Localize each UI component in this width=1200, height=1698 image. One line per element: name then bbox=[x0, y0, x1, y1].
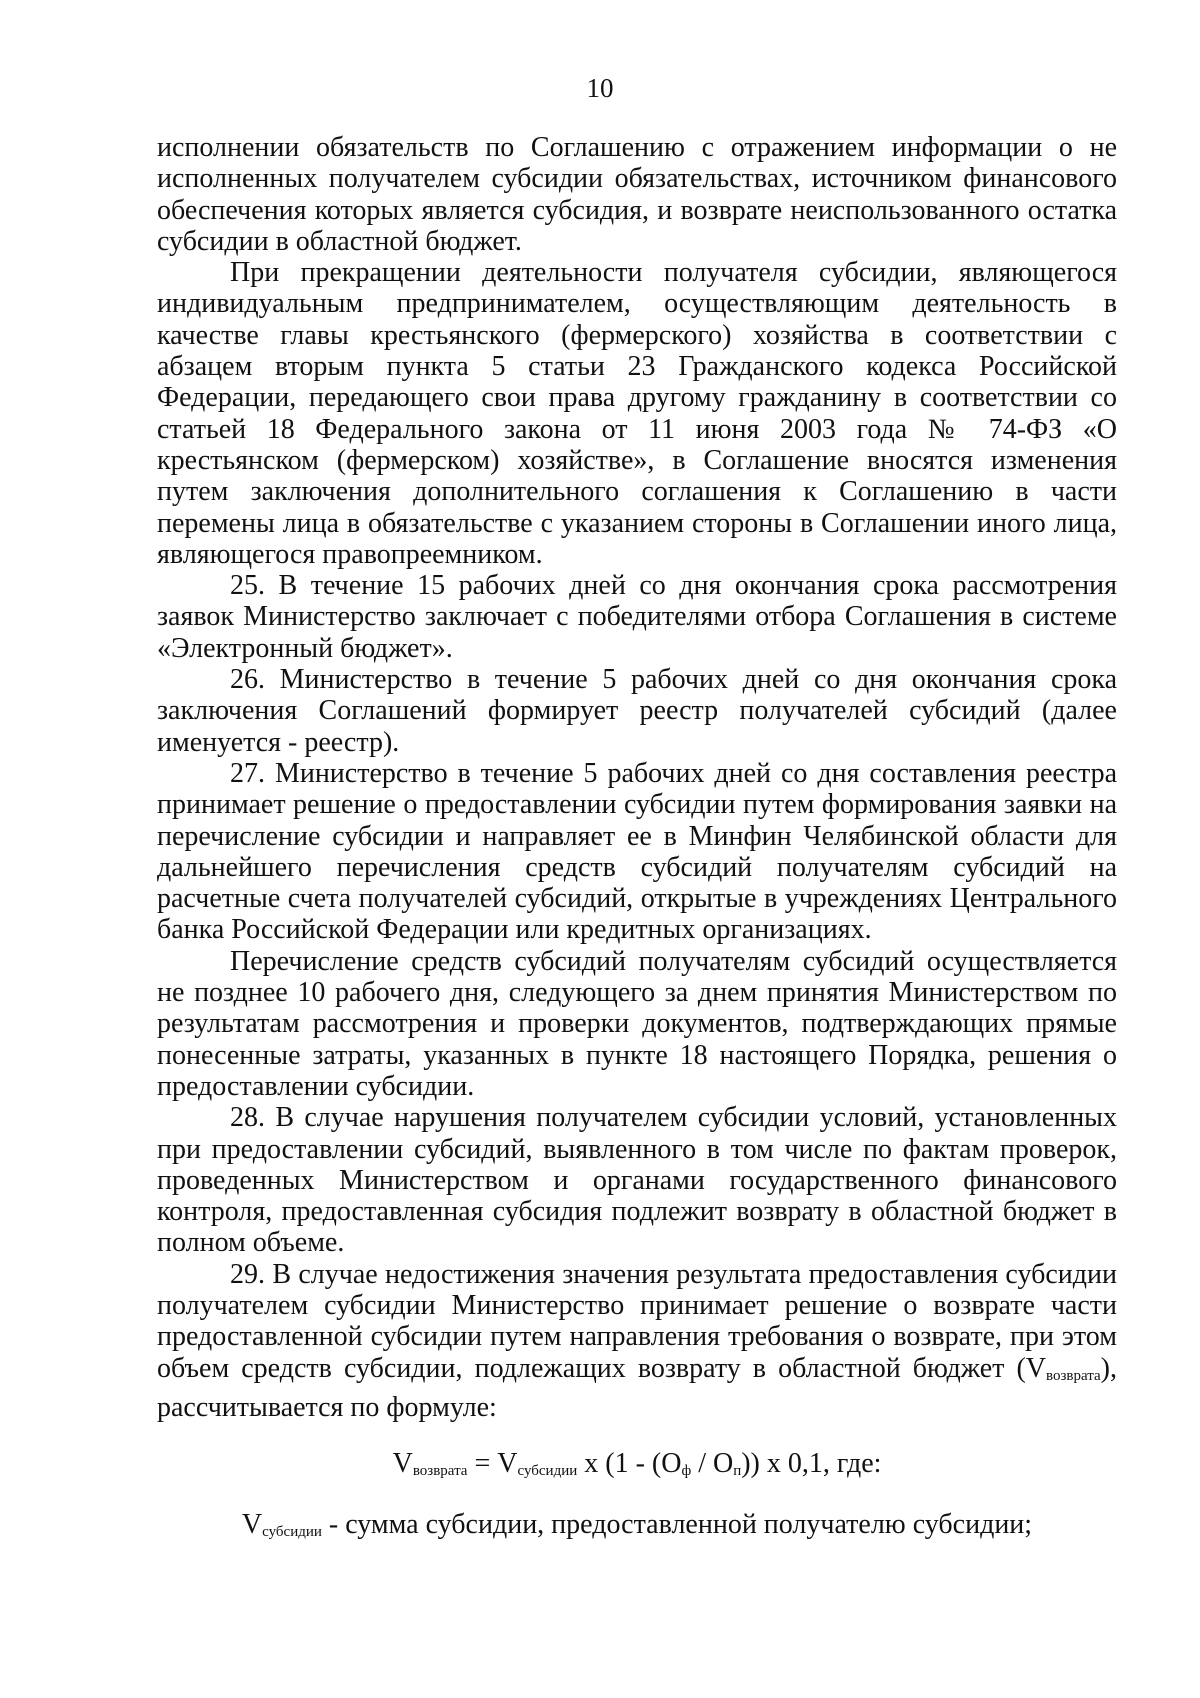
paragraph-27: 27. Министерство в течение 5 рабочих дней со дня составления реестра принимает решение о предоставлении субсидии путем формирования заявки на перечисление субсидии и направляет ее в Минфин Челябинской области для дальнейшего перечисления средств субсидий получателям субсидий на расчетные счета получателей субсидий, открытые в учреждениях Центрального банка Российской Федерации или кредитных организациях. bbox=[157, 757, 1117, 946]
formula-part-1: x (1 - (O bbox=[577, 1448, 682, 1480]
paragraph-29-subscript: возврата bbox=[1046, 1367, 1101, 1384]
paragraph-29 bbox=[157, 1259, 1117, 1423]
formula-part-3: )) x 0,1, где: bbox=[741, 1448, 882, 1480]
paragraph-29-tail: ), рассчитывается по формуле: bbox=[157, 1352, 1117, 1423]
definition-v: V bbox=[241, 1509, 263, 1541]
definition-v-subsidy bbox=[157, 1508, 1117, 1549]
formula-v-refund-subscript: возврата bbox=[412, 1463, 468, 1480]
formula-o-fact-subscript: ф bbox=[681, 1463, 692, 1480]
paragraph-26: 26. Министерство в течение 5 рабочих дней со дня окончания срока заключения Соглашений формирует реестр получателей субсидий (далее именуется - реестр). bbox=[157, 664, 1117, 758]
paragraph-25: 25. В течение 15 рабочих дней со дня окончания срока рассмотрения заявок Министерство заключает с победителями отбора Соглашения в системе «Электронный бюджет». bbox=[157, 570, 1117, 664]
document-body bbox=[157, 132, 1117, 1549]
formula-o-plan-subscript: п bbox=[733, 1463, 742, 1480]
page-number: 10 bbox=[586, 73, 614, 103]
definition-v-subscript: субсидии bbox=[262, 1524, 322, 1541]
definition-text: - сумма субсидии, предоставленной получателю субсидии; bbox=[321, 1509, 1033, 1541]
refund-formula bbox=[157, 1447, 1117, 1488]
paragraph-29-text: 29. В случае недостижения значения результата предоставления субсидии получателем субсидии Министерство принимает решение о возврате части предоставленной субсидии путем направления требования о возврате, при этом объем средств субсидии, подлежащих возврату в областной бюджет (V bbox=[157, 1258, 1117, 1384]
paragraph-28: 28. В случае нарушения получателем субсидии условий, установленных при предоставлении субсидий, выявленного в том числе по фактам проверок, проведенных Министерством и органами государственного финансового контроля, предоставленная субсидия подлежит возврату в областной бюджет в полном объеме. bbox=[157, 1102, 1117, 1259]
formula-equals-v-subsidy: = V bbox=[467, 1448, 518, 1480]
paragraph-farm-termination: При прекращении деятельности получателя субсидии, являющегося индивидуальным предпринимателем, осуществляющим деятельность в качестве главы крестьянского (фермерского) хозяйства в соответствии с абзацем вторым пункта 5 статьи 23 Гражданского кодекса Российской Федерации, передающего свои права другому гражданину в соответствии со статьей 18 Федерального закона от 11 июня 2003 года № 74-ФЗ «О крестьянском (фермерском) хозяйстве», в Соглашение вносятся изменения путем заключения дополнительного соглашения к Соглашению в части перемены лица в обязательстве с указанием стороны в Соглашении иного лица, являющегося правопреемником. bbox=[157, 257, 1117, 570]
paragraph-continuation: исполнении обязательств по Соглашению с отражением информации о не исполненных получателем субсидии обязательствах, источником финансового обеспечения которых является субсидия, и возврате неиспользованного остатка субсидии в областной бюджет. bbox=[157, 132, 1117, 257]
formula-v-refund: V bbox=[392, 1448, 413, 1480]
formula-part-2: / O bbox=[691, 1448, 734, 1480]
paragraph-transfer: Перечисление средств субсидий получателям субсидий осуществляется не позднее 10 рабочего дня, следующего за днем принятия Министерством по результатам рассмотрения и проверки документов, подтверждающих прямые понесенные затраты, указанных в пункте 18 настоящего Порядка, решения о предоставлении субсидии. bbox=[157, 945, 1117, 1102]
formula-v-subsidy-subscript: субсидии bbox=[517, 1463, 578, 1480]
